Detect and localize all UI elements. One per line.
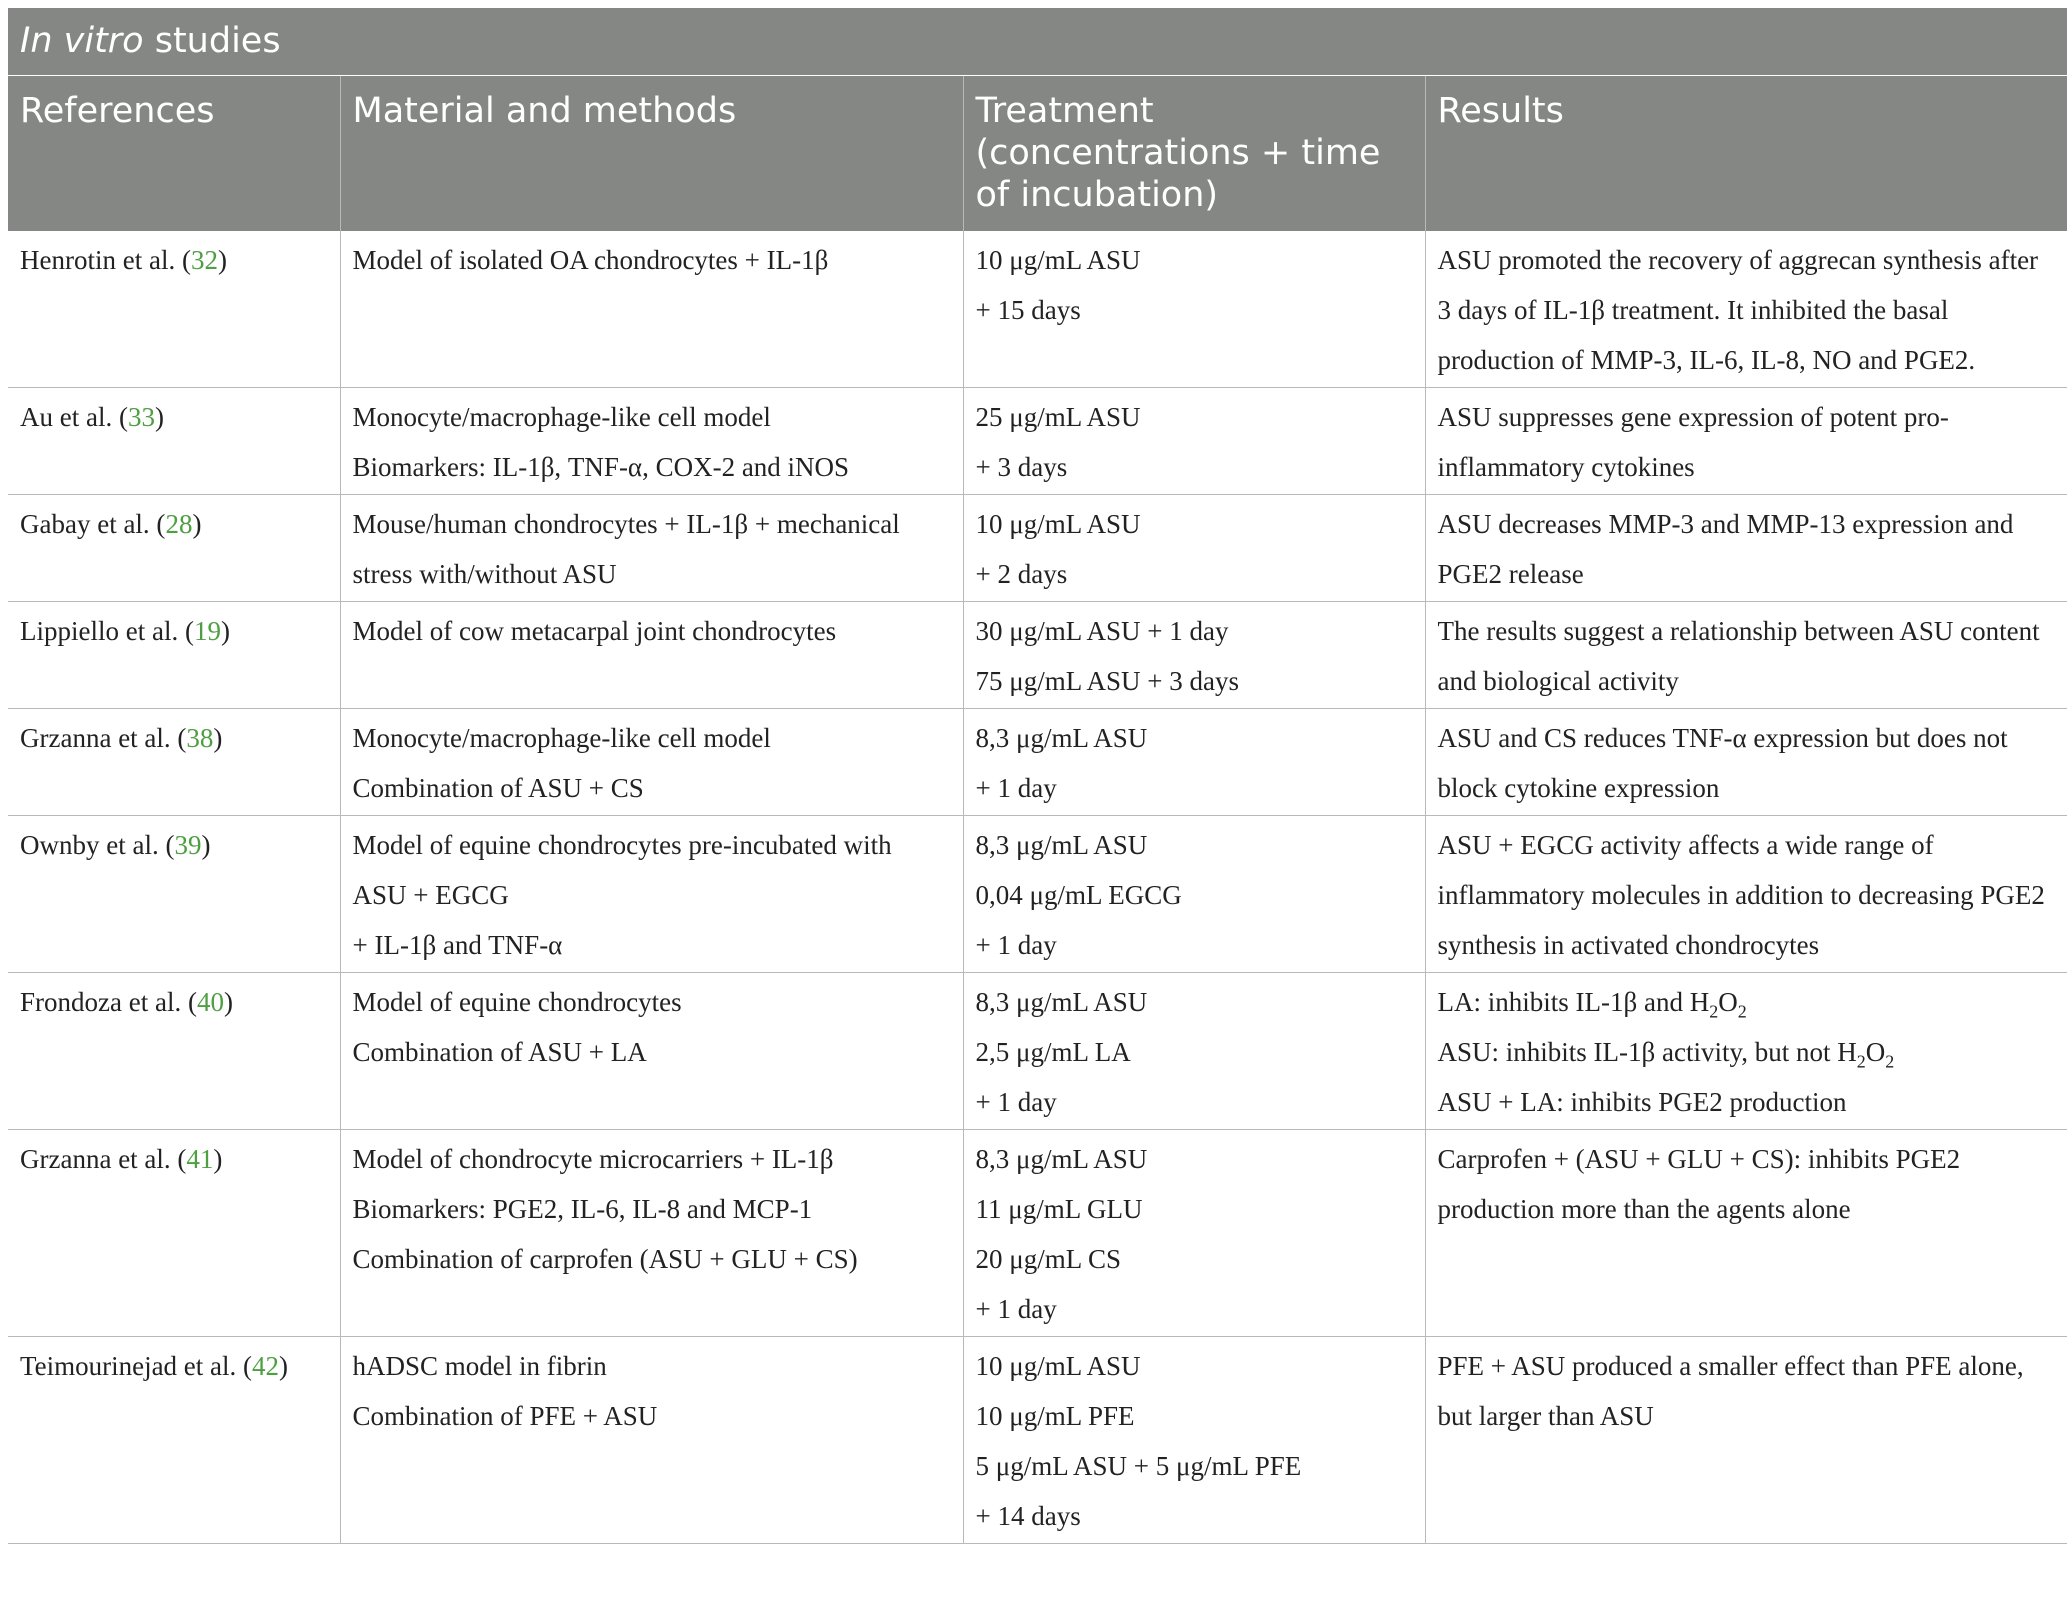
cell-reference [8, 388, 340, 495]
section-title-row [8, 8, 2067, 75]
treatment-line: 30 μg/mL ASU + 1 day [975, 616, 1229, 646]
reference-close: ) [201, 830, 211, 860]
subscript: 2 [1737, 1001, 1747, 1022]
cell-methods [340, 973, 963, 1130]
cell-results [1425, 816, 2067, 973]
cell-reference [8, 816, 340, 973]
cell-methods [340, 602, 963, 709]
table-row [8, 1337, 2067, 1544]
cell-methods [340, 495, 963, 602]
cell-methods [340, 816, 963, 973]
results-text: ASU decreases MMP-3 and MMP-13 expression and PGE2 release [1437, 509, 2014, 589]
cell-treatment [963, 495, 1425, 602]
cell-results [1425, 1337, 2067, 1544]
treatment-line: 8,3 μg/mL ASU [975, 723, 1148, 753]
reference-number: 38 [186, 723, 214, 753]
section-title-italic: In vitro [20, 21, 144, 62]
reference-author: Henrotin et al. ( [20, 245, 191, 275]
table-row [8, 709, 2067, 816]
methods-line: Model of chondrocyte microcarriers + IL-1β [352, 1144, 834, 1174]
header-references: References [8, 75, 340, 231]
cell-results [1425, 231, 2067, 388]
in-vitro-studies-table [8, 8, 2067, 1544]
reference-number: 28 [165, 509, 193, 539]
reference-author: Gabay et al. ( [20, 509, 166, 539]
reference-close: ) [154, 402, 164, 432]
reference-number: 33 [127, 402, 155, 432]
reference-number: 32 [190, 245, 218, 275]
table-row [8, 602, 2067, 709]
treatment-line: 5 μg/mL ASU + 5 μg/mL PFE [975, 1451, 1302, 1481]
cell-treatment [963, 709, 1425, 816]
results-text: ASU: inhibits IL-1β activity, but not H [1437, 1037, 1857, 1067]
cell-results [1425, 388, 2067, 495]
treatment-line: 10 μg/mL ASU [975, 1351, 1141, 1381]
cell-reference [8, 973, 340, 1130]
reference-author: Au et al. ( [20, 402, 128, 432]
cell-methods [340, 709, 963, 816]
treatment-line: + 14 days [975, 1501, 1081, 1531]
reference-author: Grzanna et al. ( [20, 1144, 187, 1174]
results-text: ASU + EGCG activity affects a wide range of inflammatory molecules in addition to decreasing PGE2 synthesis in activated chondrocytes [1437, 830, 2045, 960]
table-row [8, 388, 2067, 495]
methods-line: Monocyte/macrophage-like cell model [352, 402, 771, 432]
methods-line: Combination of carprofen (ASU + GLU + CS) [352, 1244, 858, 1274]
methods-line: hADSC model in fibrin [352, 1351, 607, 1381]
treatment-line: + 3 days [975, 452, 1068, 482]
reference-number: 40 [196, 987, 224, 1017]
cell-treatment [963, 1337, 1425, 1544]
treatment-line: + 2 days [975, 559, 1068, 589]
subscript: 2 [1885, 1051, 1895, 1072]
treatment-line: + 1 day [975, 1087, 1057, 1117]
cell-reference [8, 602, 340, 709]
methods-line: Combination of ASU + CS [352, 773, 644, 803]
cell-results [1425, 973, 2067, 1130]
results-text: PFE + ASU produced a smaller effect than PFE alone, but larger than ASU [1437, 1351, 2024, 1431]
cell-treatment [963, 388, 1425, 495]
reference-number: 39 [174, 830, 202, 860]
column-header-row [8, 75, 2067, 231]
cell-treatment [963, 816, 1425, 973]
methods-line: + IL-1β and TNF-α [352, 930, 563, 960]
cell-treatment [963, 231, 1425, 388]
reference-author: Lippiello et al. ( [20, 616, 194, 646]
table-row [8, 495, 2067, 602]
cell-treatment [963, 1130, 1425, 1337]
results-line [1438, 1027, 2056, 1077]
treatment-line: 10 μg/mL PFE [975, 1401, 1135, 1431]
reference-author: Frondoza et al. ( [20, 987, 197, 1017]
results-line [1438, 1077, 2056, 1127]
results-text: The results suggest a relationship between ASU content and biological activity [1437, 616, 2040, 696]
reference-number: 19 [193, 616, 221, 646]
results-text: ASU + LA: inhibits PGE2 production [1437, 1087, 1847, 1117]
results-text: O [1718, 987, 1738, 1017]
reference-close: ) [223, 987, 233, 1017]
header-treatment: Treatment (concentrations + time of incubation) [963, 75, 1425, 231]
header-results: Results [1425, 75, 2067, 231]
results-text: Carprofen + (ASU + GLU + CS): inhibits PGE2 production more than the agents alone [1437, 1144, 1961, 1224]
cell-treatment [963, 973, 1425, 1130]
methods-line: Model of equine chondrocytes pre-incubated with ASU + EGCG [352, 830, 897, 910]
cell-reference [8, 231, 340, 388]
treatment-line: 75 μg/mL ASU + 3 days [975, 666, 1239, 696]
cell-results [1425, 709, 2067, 816]
treatment-line: + 1 day [975, 930, 1057, 960]
cell-results [1425, 602, 2067, 709]
cell-methods [340, 388, 963, 495]
reference-close: ) [279, 1351, 289, 1381]
methods-line: Model of cow metacarpal joint chondrocytes [352, 616, 837, 646]
methods-line: Combination of PFE + ASU [352, 1401, 658, 1431]
section-title [8, 8, 2067, 75]
treatment-line: 10 μg/mL ASU [975, 509, 1141, 539]
reference-author: Teimourinejad et al. ( [20, 1351, 253, 1381]
treatment-line: + 1 day [975, 1294, 1057, 1324]
treatment-line: 8,3 μg/mL ASU [975, 830, 1148, 860]
cell-methods [340, 1337, 963, 1544]
methods-line: Monocyte/macrophage-like cell model [352, 723, 771, 753]
cell-methods [340, 231, 963, 388]
cell-treatment [963, 602, 1425, 709]
methods-line: Combination of ASU + LA [352, 1037, 647, 1067]
cell-reference [8, 1130, 340, 1337]
methods-line: Biomarkers: PGE2, IL-6, IL-8 and MCP-1 [352, 1194, 813, 1224]
results-text: O [1865, 1037, 1886, 1067]
methods-line: Biomarkers: IL-1β, TNF-α, COX-2 and iNOS [352, 452, 850, 482]
results-text: ASU promoted the recovery of aggrecan synthesis after 3 days of IL-1β treatment. It inhibited the basal production of MMP-3, IL-6, IL-8, NO and PGE2. [1437, 245, 2039, 375]
treatment-line: + 15 days [975, 295, 1081, 325]
reference-close: ) [217, 245, 227, 275]
results-line [1438, 977, 2056, 1027]
cell-reference [8, 495, 340, 602]
results-text: ASU suppresses gene expression of potent pro-inflammatory cytokines [1437, 402, 1949, 482]
reference-close: ) [192, 509, 202, 539]
reference-number: 42 [252, 1351, 280, 1381]
table-row [8, 231, 2067, 388]
methods-line: Model of isolated OA chondrocytes + IL-1β [352, 245, 829, 275]
reference-close: ) [213, 723, 223, 753]
cell-reference [8, 709, 340, 816]
reference-number: 41 [186, 1144, 214, 1174]
reference-close: ) [213, 1144, 223, 1174]
table-row [8, 1130, 2067, 1337]
treatment-line: 2,5 μg/mL LA [975, 1037, 1131, 1067]
results-text: LA: inhibits IL-1β and H [1437, 987, 1710, 1017]
treatment-line: 8,3 μg/mL ASU [975, 987, 1148, 1017]
treatment-line: + 1 day [975, 773, 1057, 803]
treatment-line: 20 μg/mL CS [975, 1244, 1121, 1274]
results-text: ASU and CS reduces TNF-α expression but does not block cytokine expression [1437, 723, 2008, 803]
treatment-line: 25 μg/mL ASU [975, 402, 1141, 432]
treatment-line: 0,04 μg/mL EGCG [975, 880, 1182, 910]
cell-methods [340, 1130, 963, 1337]
section-title-rest: studies [143, 21, 281, 62]
treatment-line: 10 μg/mL ASU [975, 245, 1141, 275]
methods-line: Mouse/human chondrocytes + IL-1β + mechanical stress with/without ASU [352, 509, 907, 589]
cell-results [1425, 495, 2067, 602]
reference-author: Grzanna et al. ( [20, 723, 187, 753]
methods-line: Model of equine chondrocytes [352, 987, 682, 1017]
cell-results [1425, 1130, 2067, 1337]
reference-close: ) [220, 616, 230, 646]
treatment-line: 8,3 μg/mL ASU [975, 1144, 1148, 1174]
table-row [8, 973, 2067, 1130]
table-row [8, 816, 2067, 973]
reference-author: Ownby et al. ( [20, 830, 175, 860]
studies-table-container [8, 8, 2067, 1544]
table-body [8, 231, 2067, 1544]
treatment-line: 11 μg/mL GLU [975, 1194, 1143, 1224]
header-methods: Material and methods [340, 75, 963, 231]
cell-reference [8, 1337, 340, 1544]
subscript: 2 [1856, 1051, 1866, 1072]
subscript: 2 [1709, 1001, 1719, 1022]
